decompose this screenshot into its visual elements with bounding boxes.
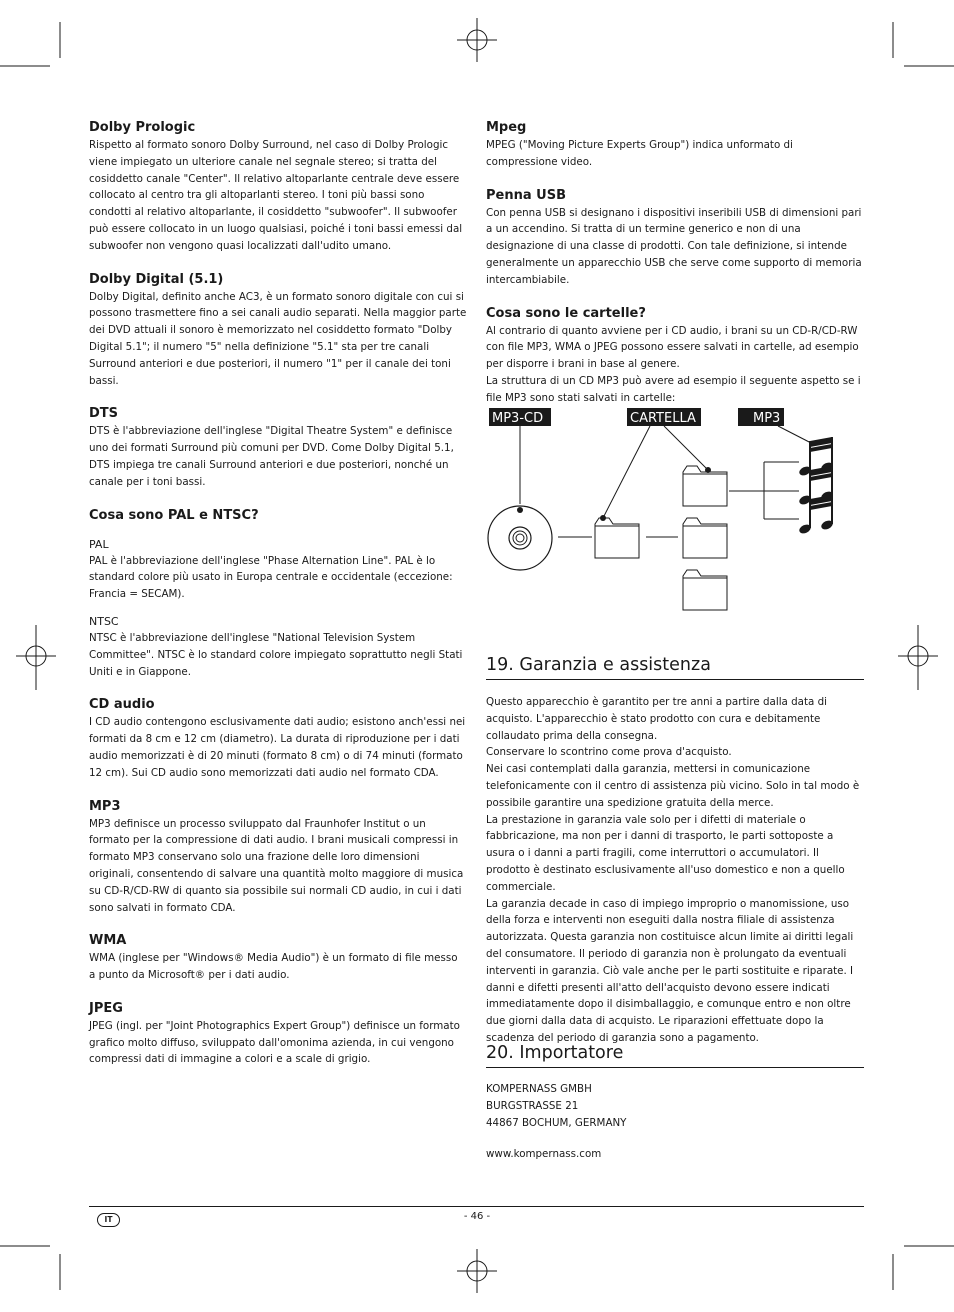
section-title: Mpeg — [486, 120, 527, 135]
section-mp3 — [89, 798, 467, 917]
section-text: WMA (inglese per "Windows® Media Audio") è un formato di file messo a punto da Microsoft® per i dati audio. — [89, 952, 458, 982]
section-title: Dolby Digital (5.1) — [89, 271, 224, 287]
section-usb — [486, 187, 864, 289]
section-text: Rispetto al formato sonoro Dolby Surround, nel caso di Dolby Prologic viene impiegato un ulteriore canale nel segnale stereo; si tratta del cosiddetto canale "Center". Il relativo altoparlante centrale deve essere collocato al centro tra gli altoparlanti stereo. I toni più bassi sono condotti al relativo altoparlante, il cosiddetto "subwoofer". Il subwoofer può essere collocato in un luogo qualsiasi, poiché i toni bassi emessi dal subwoofer non vengono quasi localizzati dall'udito umano. — [89, 139, 463, 252]
section-text: JPEG (ingl. per "Joint Photographics Expert Group") definisce un formato grafico molto diffuso, sviluppato dall'omonima azienda, in cui vengono compressi dati di immagine a colori e a scale di grigio. — [89, 1019, 460, 1066]
importer-heading: 20. Importatore — [486, 1042, 864, 1068]
folder-icon — [683, 466, 727, 506]
website-link[interactable]: www.kompernass.com — [486, 1148, 602, 1161]
section-text: PAL è l'abbreviazione dell'inglese "Phase Alternation Line". PAL è lo standard colore più usato in Europa centrale e occidentale (eccezione: Francia = SECAM). — [89, 554, 453, 601]
folder-structure-diagram — [486, 405, 846, 615]
mp3-label: MP3 — [753, 411, 781, 426]
section-text-2: La struttura di un CD MP3 può avere ad esempio il seguente aspetto se i file MP3 sono stati salvati in cartelle: — [486, 374, 861, 404]
section-title: MP3 — [89, 798, 121, 814]
section-text: MPEG ("Moving Picture Experts Group") indica unformato di compressione video. — [486, 139, 793, 168]
section-subtitle: PAL — [89, 537, 109, 551]
footer-divider — [89, 1206, 864, 1207]
cd-icon — [488, 506, 552, 570]
warranty-section — [486, 654, 864, 1047]
section-title: Penna USB — [486, 187, 566, 203]
warranty-paragraph: La prestazione in garanzia vale solo per i difetti di materiale o fabbricazione, ma non per i danni di trasporto, le parti sottoposte a usura o i danni a parti fragili, come interruttori o accumulatori. Il prodotto è destinato esclusivamente all'uso domestico e non a quello commerciale. — [486, 813, 845, 893]
section-text: Con penna USB si designano i dispositivi inseribili USB di dimensioni pari a un accendino. Si tratta di un termine generico e non di una designazione di una classe di prodotti. Con tale definizione, si intende generalmente un apparecchio USB che serve come supporto di memoria intercambiabile. — [486, 206, 862, 286]
importer-section — [486, 1042, 864, 1163]
section-title: Cosa sono PAL e NTSC? — [89, 507, 259, 523]
section-text: Al contrario di quanto avviene per i CD audio, i brani su un CD-R/CD-RW con file MP3, WMA o JPEG possono essere salvati in cartelle, ad esempio per disporre i brani in base al genere. — [486, 324, 859, 371]
section-wma — [89, 932, 467, 984]
section-text: NTSC è l'abbreviazione dell'inglese "National Television System Committee". NTSC è lo standard colore impiegato soprattutto negli Stati Uniti e in Giappone. — [89, 631, 463, 678]
section-dolby-prologic — [89, 119, 467, 255]
address-line: KOMPERNASS GMBH — [486, 1083, 592, 1095]
section-subtitle: NTSC — [89, 614, 119, 628]
warranty-paragraph: Questo apparecchio è garantito per tre anni a partire dalla data di acquisto. L'apparecchio è stato prodotto con cura e debitamente collaudato prima della consegna. — [486, 696, 828, 742]
section-pal — [89, 536, 467, 603]
address-line: 44867 BOCHUM, GERMANY — [486, 1116, 627, 1129]
section-text: Dolby Digital, definito anche AC3, è un formato sonoro digitale con cui si possono trasmettere fino a sei canali audio separati. Nella maggior parte dei DVD attuali il sonoro è memorizzato nel cosiddetto formato "Dolby Digital 5.1"; il numero "5" nella definizione "5.1" sta per tre canali Surround anteriori e due posteriori, il numero "1" per il canale dei toni bassi. — [89, 290, 467, 387]
section-title: WMA — [89, 933, 127, 949]
section-folders — [486, 305, 864, 407]
folder-icon — [683, 518, 727, 558]
section-ntsc — [89, 613, 467, 680]
warranty-body — [486, 694, 864, 1047]
section-dolby-digital — [89, 271, 467, 390]
section-text: I CD audio contengono esclusivamente dati audio; esistono anch'essi nei formati da 8 cm e 12 cm (diametro). La durata di riproduzione per i dati audio memorizzati è di 20 minuti (formato 8 cm) o di 74 minuti (formato 12 cm). Sui CD audio sono memorizzati dati audio nel formato CDA. — [89, 716, 466, 779]
section-pal-ntsc — [89, 507, 467, 524]
warranty-heading: 19. Garanzia e assistenza — [486, 654, 864, 680]
address-line: BURGSTRASSE 21 — [486, 1099, 579, 1112]
section-cd-audio — [89, 696, 467, 781]
folder-icon — [595, 518, 639, 558]
folder-icon — [683, 570, 727, 610]
warranty-paragraph: La garanzia decade in caso di impiego improprio o manomissione, uso della forza e interventi non eseguiti dalla nostra filiale di assistenza autorizzata. Questa garanzia non costituisce alcun limite ai diritti legali del consumatore. Il periodo di garanzia non è prolungato da eventuali interventi in garanzia. Ciò vale anche per le parti sostituite e riparate. I danni e difetti presenti all'atto dell'acquisto devono essere indicati immediatamente dopo il disimballaggio, e comunque entro e non oltre due giorni dalla data di acquisto. Le riparazioni effettuate dopo la scadenza del periodo di garanzia sono a pagamento. — [486, 897, 854, 1044]
warranty-paragraph: Conservare lo scontrino come prova d'acquisto. — [486, 746, 732, 759]
page-number: - 46 - — [463, 1211, 491, 1222]
mp3-cd-label: MP3-CD — [492, 411, 544, 426]
section-text: DTS è l'abbreviazione dell'inglese "Digital Theatre System" e definisce uno dei formati Surround più comuni per DVD. Come Dolby Digital 5.1, DTS impiega tre canali Surround anteriori e due posteriori, nonché un canale per i toni bassi. — [89, 425, 454, 488]
warranty-paragraph: Nei casi contemplati dalla garanzia, mettersi in comunicazione telefonicamente con il centro di assistenza più vicino. Solo in tal modo è possibile garantire una spedizione gratuita della merce. — [486, 763, 860, 809]
right-column — [486, 119, 864, 423]
section-mpeg — [486, 119, 864, 171]
left-column — [89, 119, 467, 1084]
section-title: JPEG — [89, 1000, 123, 1016]
section-title: Cosa sono le cartelle? — [486, 305, 646, 321]
section-text: MP3 definisce un processo sviluppato dal Fraunhofer Institut o un formato per la compressione di dati audio. I brani musicali compressi in formato MP3 conservano solo una frazione delle loro dimensioni originali, consentendo di salvare una quantità molto maggiore di musica su CD-R/CD-RW di quanto sia possibile sui normali CD audio, in cui i dati sono salvati in formato CDA. — [89, 817, 464, 914]
folder-label: CARTELLA — [630, 411, 696, 426]
section-jpeg — [89, 1000, 467, 1068]
importer-address — [486, 1081, 864, 1131]
section-title: CD audio — [89, 697, 155, 713]
section-dts — [89, 405, 467, 490]
section-title: DTS — [89, 406, 119, 422]
section-title: Dolby Prologic — [89, 120, 196, 135]
language-badge: IT — [97, 1213, 120, 1227]
